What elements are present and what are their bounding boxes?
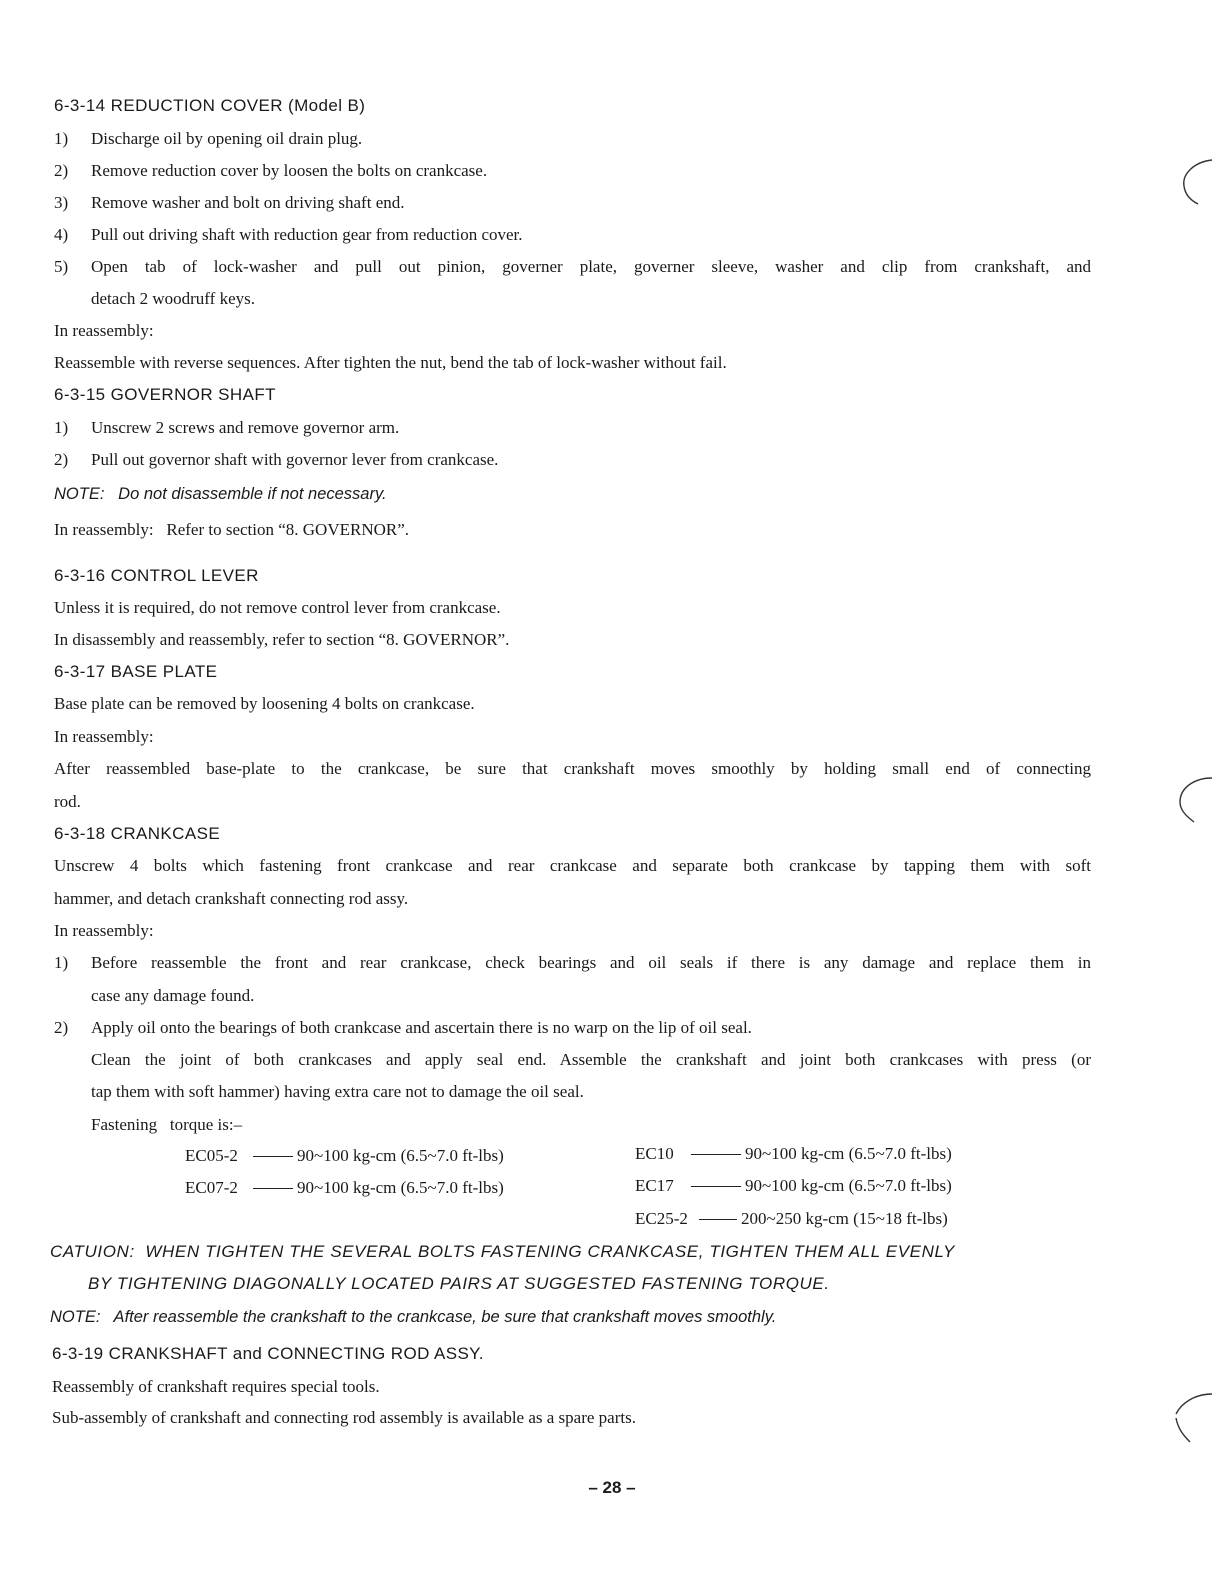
text-6-3-18-1b: hammer, and detach crankshaft connecting rod assy. [54, 889, 409, 908]
step-6-3-15-2: 2) Pull out governor shaft with governor lever from crankcase. [54, 450, 499, 469]
heading-6-3-17: 6-3-17 BASE PLATE [54, 662, 218, 681]
torque-row-ec10: EC10 90~100 kg-cm (6.5~7.0 ft-lbs) [635, 1144, 952, 1163]
torque-row-ec07-2: EC07-2 90~100 kg-cm (6.5~7.0 ft-lbs) [185, 1178, 504, 1197]
punch-hole-mark-icon [1170, 1388, 1216, 1444]
heading-6-3-15: 6-3-15 GOVERNOR SHAFT [54, 385, 276, 404]
step-6-3-18-2-cont-b: Clean the joint of both crankcases and apply seal end. Assemble the crankshaft and joint both crankcases with press (or [91, 1050, 1091, 1069]
text-6-3-17-2b: rod. [54, 792, 81, 811]
step-6-3-14-1: 1) Discharge oil by opening oil drain plug. [54, 129, 363, 148]
heading-6-3-16: 6-3-16 CONTROL LEVER [54, 566, 259, 585]
text-6-3-17-2a: After reassembled base-plate to the crankcase, be sure that crankshaft moves smoothly by holding small end of connecting [54, 759, 1091, 778]
note-6-3-18: NOTE: After reassemble the crankshaft to the crankcase, be sure that crankshaft moves smoothly. [50, 1308, 777, 1326]
punch-hole-mark-icon [1172, 772, 1216, 824]
step-6-3-14-5: 5) Open tab of lock-washer and pull out pinion, governer plate, governer sleeve, washer and clip from crankshaft, and [54, 257, 1091, 276]
step-6-3-14-4: 4) Pull out driving shaft with reduction gear from reduction cover. [54, 225, 523, 244]
heading-6-3-18: 6-3-18 CRANKCASE [54, 824, 221, 843]
text-6-3-17-1: Base plate can be removed by loosening 4 bolts on crankcase. [54, 694, 475, 713]
reassembly-label-6-3-14: In reassembly: [54, 321, 154, 340]
heading-6-3-14: 6-3-14 REDUCTION COVER (Model B) [54, 96, 366, 115]
torque-row-ec05-2: EC05-2 90~100 kg-cm (6.5~7.0 ft-lbs) [185, 1146, 504, 1165]
torque-row-ec25-2: EC25-2 200~250 kg-cm (15~18 ft-lbs) [635, 1209, 948, 1228]
text-6-3-16-1: Unless it is required, do not remove control lever from crankcase. [54, 598, 501, 617]
step-6-3-18-2: 2) Apply oil onto the bearings of both crankcase and ascertain there is no warp on the lip of oil seal. [54, 1018, 752, 1037]
text-6-3-18-1a: Unscrew 4 bolts which fastening front crankcase and rear crankcase and separate both crankcase by tapping them with soft [54, 856, 1091, 875]
step-6-3-18-1-cont: case any damage found. [91, 986, 255, 1005]
note-6-3-15: NOTE: Do not disassemble if not necessary. [54, 485, 387, 503]
heading-6-3-19: 6-3-19 CRANKSHAFT and CONNECTING ROD ASSY. [52, 1344, 484, 1363]
reassembly-label-6-3-17: In reassembly: [54, 727, 154, 746]
step-6-3-18-1: 1) Before reassemble the front and rear crankcase, check bearings and oil seals if there is any damage and replace them in [54, 953, 1091, 972]
text-6-3-19-1: Reassembly of crankshaft requires special tools. [52, 1377, 380, 1396]
step-6-3-15-1: 1) Unscrew 2 screws and remove governor arm. [54, 418, 400, 437]
text-6-3-19-2: Sub-assembly of crankshaft and connecting rod assembly is available as a spare parts. [52, 1408, 636, 1427]
reassembly-6-3-15: In reassembly: Refer to section “8. GOVERNOR”. [54, 520, 410, 539]
step-6-3-14-5-cont: detach 2 woodruff keys. [91, 289, 255, 308]
torque-label: Fastening torque is:– [91, 1115, 243, 1134]
step-6-3-14-3: 3) Remove washer and bolt on driving shaft end. [54, 193, 405, 212]
caution-line-1: CATUION: WHEN TIGHTEN THE SEVERAL BOLTS FASTENING CRANKCASE, TIGHTEN THEM ALL EVENLY [50, 1242, 955, 1261]
step-6-3-18-2-cont-c: tap them with soft hammer) having extra care not to damage the oil seal. [91, 1082, 584, 1101]
torque-row-ec17: EC17 90~100 kg-cm (6.5~7.0 ft-lbs) [635, 1176, 952, 1195]
caution-line-2: BY TIGHTENING DIAGONALLY LOCATED PAIRS AT SUGGESTED FASTENING TORQUE. [88, 1274, 830, 1293]
text-6-3-16-2: In disassembly and reassembly, refer to section “8. GOVERNOR”. [54, 630, 510, 649]
punch-hole-mark-icon [1176, 156, 1216, 208]
page-number: – 28 – [588, 1478, 636, 1497]
reassembly-text-6-3-14: Reassemble with reverse sequences. After tighten the nut, bend the tab of lock-washer without fail. [54, 353, 727, 372]
reassembly-label-6-3-18: In reassembly: [54, 921, 154, 940]
step-6-3-14-2: 2) Remove reduction cover by loosen the bolts on crankcase. [54, 161, 488, 180]
